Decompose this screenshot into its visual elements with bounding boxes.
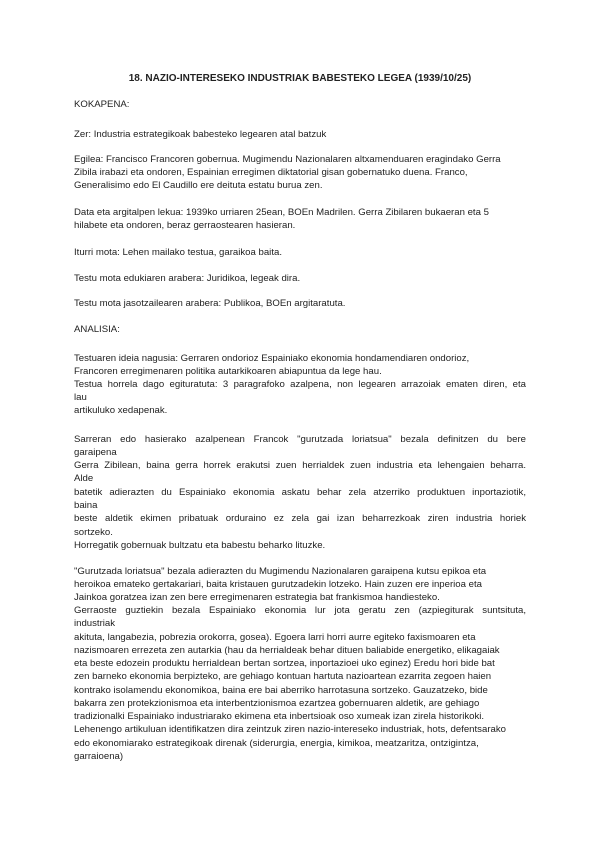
ideia-line: Testuaren ideia nagusia: Gerraren ondorioz Espainiako ekonomia hondamendiaren ondorioz, bbox=[74, 353, 470, 364]
testu-edukia-line: Testu mota edukiaren arabera: Juridikoa, legeak dira. bbox=[74, 273, 301, 284]
egilea-line: Egilea: Francisco Francoren gobernua. Mugimendu Nazionalaren altxamenduaren eragindako Gerra bbox=[74, 154, 501, 165]
kokapena-heading: KOKAPENA: bbox=[74, 99, 130, 110]
data-line: Data eta argitalpen lekua: 1939ko urriaren 25ean, BOEn Madrilen. Gerra Zibilaren bukaeran eta 5 bbox=[74, 207, 489, 218]
ideia-line: Francoren erregimenaren politika autarkikoaren abiapuntua da lege hau. bbox=[74, 366, 382, 377]
iturri-line: Iturri mota: Lehen mailako testua, garaikoa baita. bbox=[74, 247, 282, 258]
gurutzada-line: garraioena) bbox=[74, 751, 124, 762]
sarrera-line: beste aldetik ekimen pribatuak orduraino ez zela gai izan beharrezkoak ziren industria horiek bbox=[74, 513, 526, 524]
gurutzada-line: Lehenengo artikuluan identifikatzen dira zeintzuk ziren nazio-intereseko industriak, hots, defentsarako bbox=[74, 724, 506, 735]
gurutzada-line: bakarra zen protekzionismoa eta interbentzionismoa ezartzea gobernuaren aldetik, are gehiago bbox=[74, 698, 480, 709]
data-line: hilabete eta ondoren, beraz gerraostearen hasieran. bbox=[74, 220, 296, 231]
egilea-line: Generalisimo edo El Caudillo ere deituta estatu burua zen. bbox=[74, 180, 323, 191]
gurutzada-line: zen barneko ekonomia berpizteko, are gehiago kontuan hartuta nazioartean ezarrita zegoen haien bbox=[74, 671, 492, 682]
gurutzada-line: "Gurutzada loriatsua" bezala adierazten du Mugimendu Nazionalaren garaipena kutsu epikoa eta bbox=[74, 566, 487, 577]
document-title: 18. NAZIO-INTERESEKO INDUSTRIAK BABESTEKO LEGEA (1939/10/25) bbox=[128, 73, 472, 84]
gurutzada-line: eta beste edozein produktu herrialdean bertan sortzea, inportazioei uko eginez) Eredu hori bide bat bbox=[74, 658, 495, 669]
gurutzada-line: akituta, langabezia, pobrezia orokorra, gosea). Egoera larri horri aurre egiteko faxismoaren eta bbox=[74, 632, 476, 643]
gurutzada-line: heroikoa emateko gertakariari, baita kristauen gurutzadekin lotzeko. Hain zuzen ere inperioa eta bbox=[74, 579, 482, 590]
sarrera-line: baina bbox=[74, 500, 98, 511]
sarrera-line: Sarreran edo hasierako azalpenean Francok "gurutzada loriatsua" bezala definitzen du bere bbox=[74, 434, 526, 445]
analisia-heading: ANALISIA: bbox=[74, 324, 120, 335]
gurutzada-line: Gerraoste guztiekin bezala Espainiako ekonomia lur jota geratu zen (azpiegiturak suntsituta, bbox=[74, 605, 526, 616]
testu-jasotzailea-line: Testu mota jasotzailearen arabera: Publikoa, BOEn argitaratuta. bbox=[74, 298, 346, 309]
gurutzada-line: kontrako isolamendu ekonomikoa, baina ere bai aberriko harrotasuna sortzeko. Gauzatzeko, bide bbox=[74, 685, 488, 696]
zer-line: Zer: Industria estrategikoak babesteko legearen atal batzuk bbox=[74, 129, 327, 140]
sarrera-line: batetik adierazten du Espainiako ekonomia askatu behar zela atzerriko produktuen inportaziotik, bbox=[74, 487, 526, 498]
gurutzada-line: edo ekonomiarako estrategikoak direnak (siderurgia, energia, kimikoa, meatzaritza, ontzigintza, bbox=[74, 738, 479, 749]
gurutzada-line: nazismoaren errezeta zen autarkia (hau da herrialdeak behar dituen baliabide energetiko, elikagaiak bbox=[74, 645, 500, 656]
sarrera-line: Alde bbox=[74, 473, 94, 484]
sarrera-line: garaipena bbox=[74, 447, 117, 458]
gurutzada-line: Jainkoa goratzea izan zen bere erregimenaren estrategia bat frankismoa handiesteko. bbox=[74, 592, 440, 603]
gurutzada-line: tradizionalki Espainiako industriarako ekimena eta inbertsioak oso xumeak izan zirela historikoki. bbox=[74, 711, 485, 722]
gurutzada-line: industriak bbox=[74, 618, 116, 629]
sarrera-line: sortzeko. bbox=[74, 527, 113, 538]
ideia-line: lau bbox=[74, 392, 87, 403]
sarrera-line: Gerra Zibilean, baina gerra horrek erakutsi zuen herrialdek zuen industria eta lehengaien beharra. bbox=[74, 460, 526, 471]
sarrera-line: Horregatik gobernuak bultzatu eta babestu beharko lituzke. bbox=[74, 540, 326, 551]
ideia-line: Testua horrela dago egituratuta: 3 paragrafoko azalpena, non legearen arrazoiak ematen diren, eta bbox=[74, 379, 526, 390]
ideia-line: artikuluko xedapenak. bbox=[74, 405, 168, 416]
egilea-line: Zibila irabazi eta ondoren, Espainian erregimen diktatorial gisan gobernatuko duena. Franco, bbox=[74, 167, 468, 178]
